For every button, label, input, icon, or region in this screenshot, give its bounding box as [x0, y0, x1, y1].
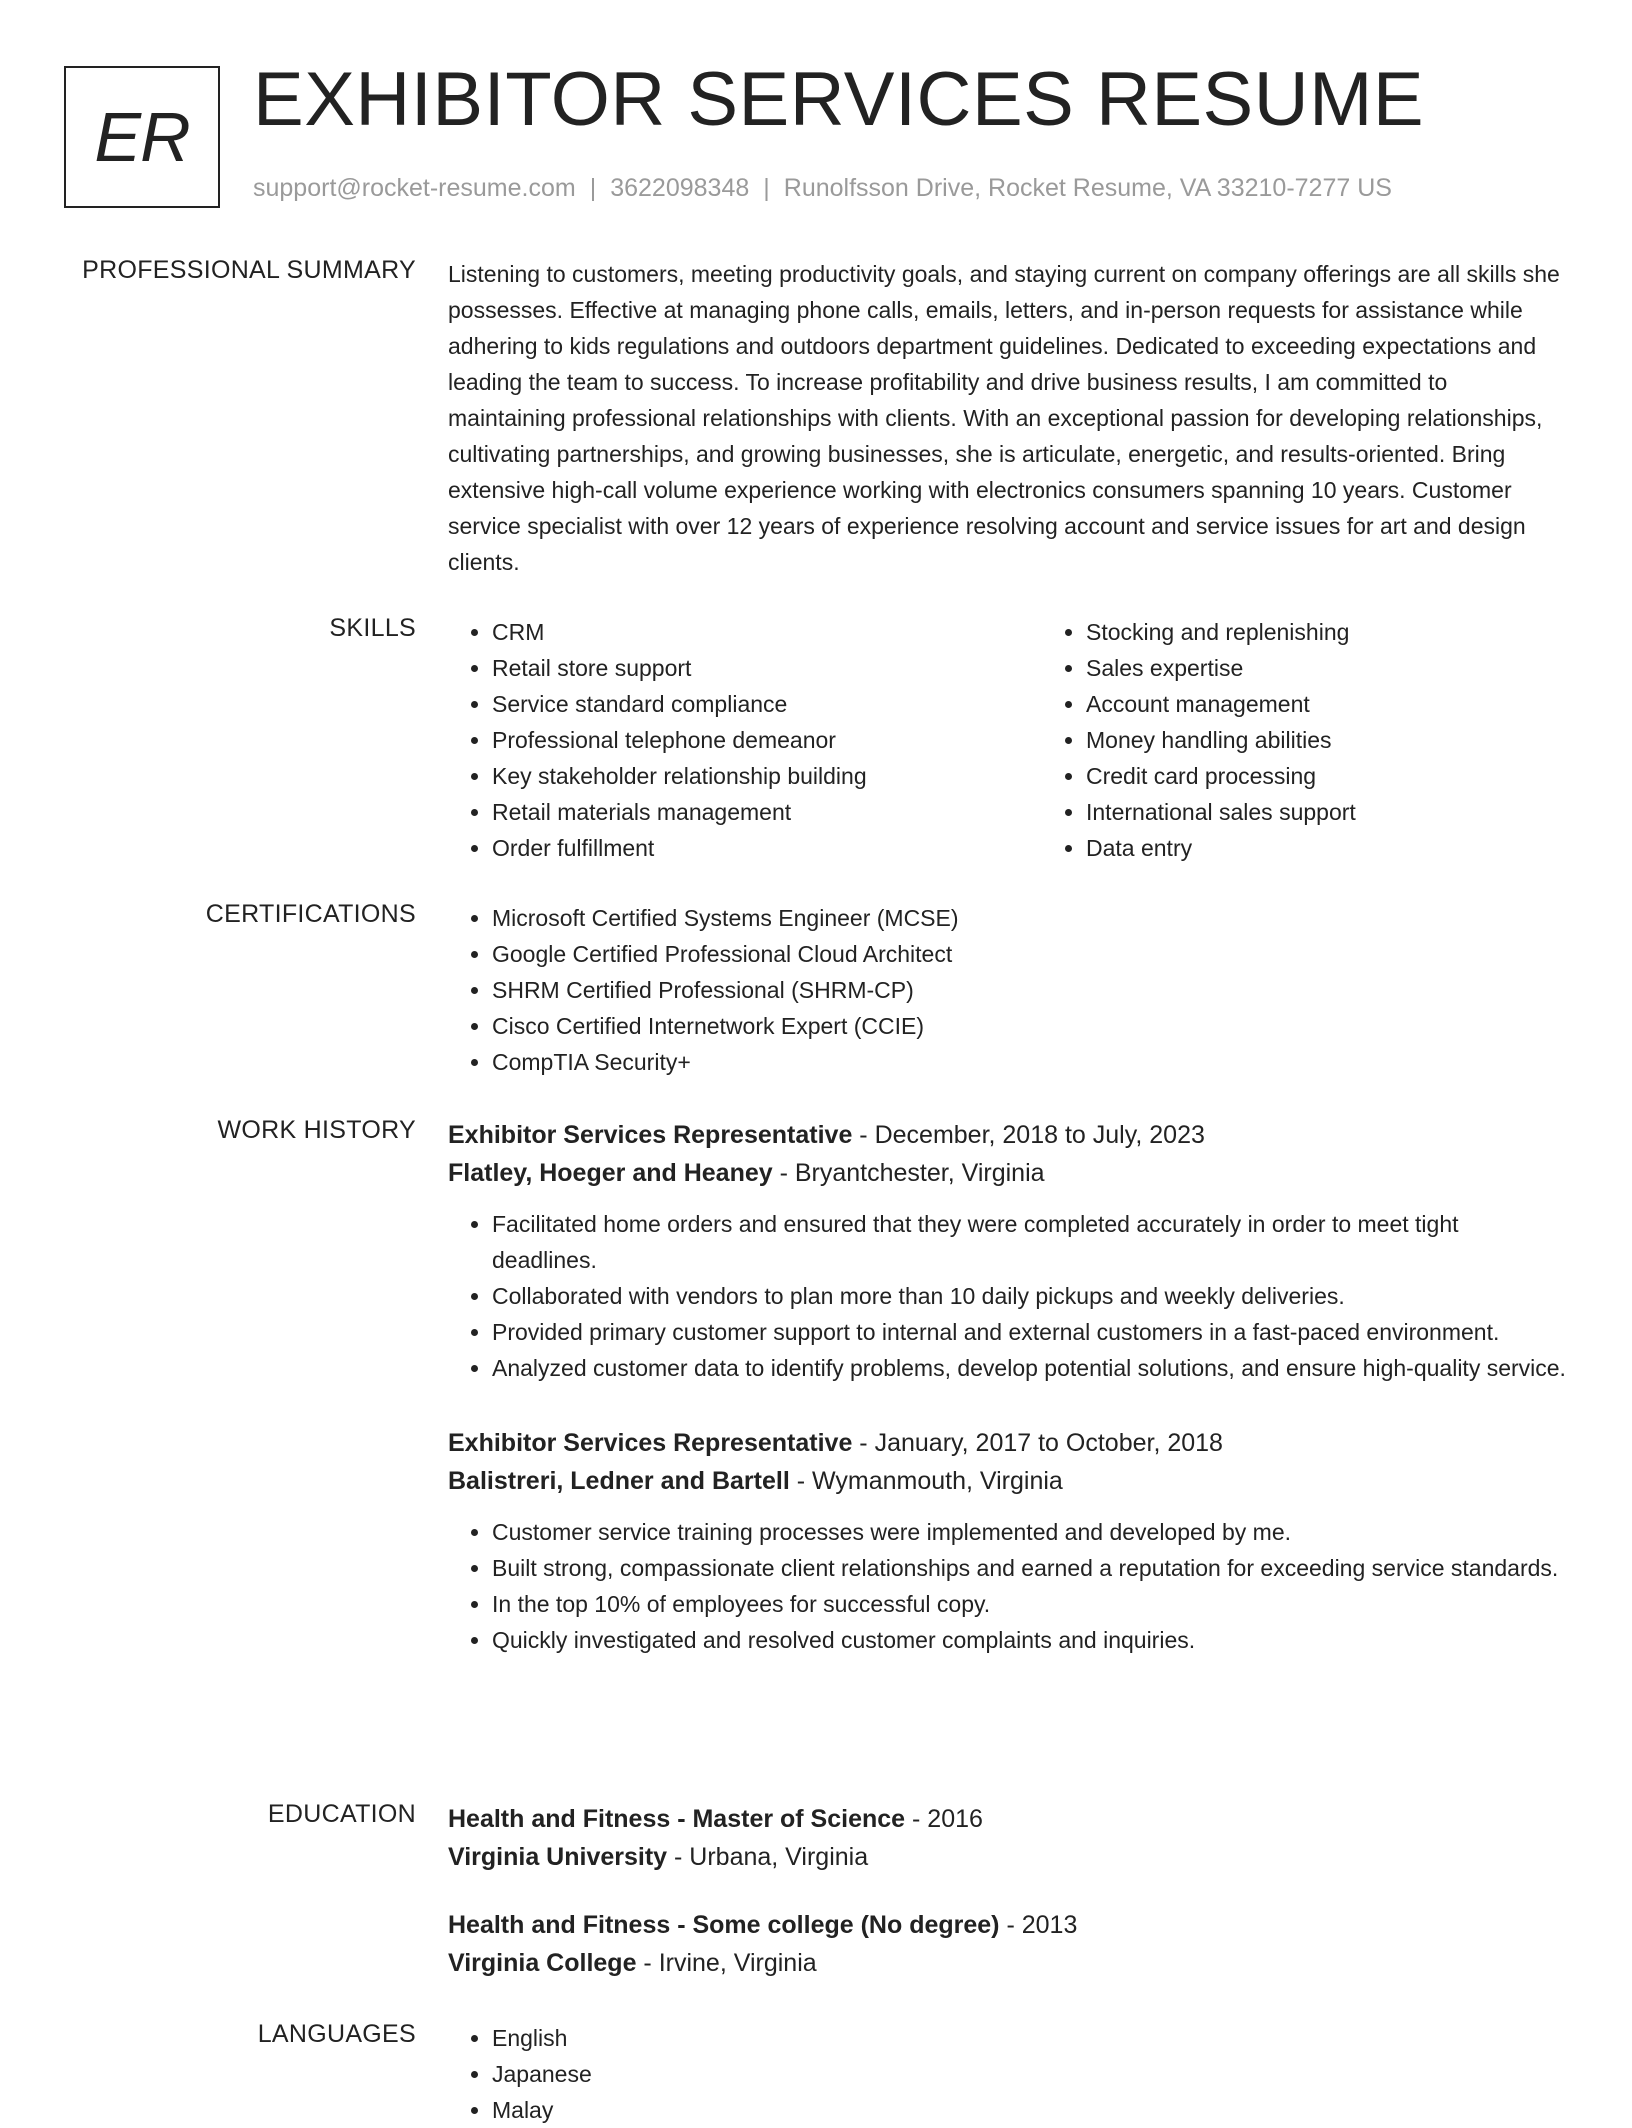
job-bullets	[448, 1514, 1568, 1658]
job-company-line	[448, 1154, 1568, 1192]
job-entry	[448, 1424, 1568, 1658]
education-school: Virginia University	[448, 1843, 668, 1871]
language-item: • English	[492, 2020, 1568, 2056]
certifications-list	[448, 900, 1568, 1080]
section-label-certifications: CERTIFICATIONS	[205, 900, 416, 928]
skill-item: • Credit card processing	[1086, 758, 1632, 794]
skill-item: • Sales expertise	[1086, 650, 1632, 686]
skill-item: • Service standard compliance	[492, 686, 1042, 722]
skill-item: • Money handling abilities	[1086, 722, 1632, 758]
job-bullet: • In the top 10% of employees for successful copy.	[492, 1586, 1568, 1622]
education-school-line	[448, 1838, 1568, 1876]
skills-list-right	[1042, 614, 1632, 866]
job-title-line	[448, 1424, 1568, 1462]
education-degree: Health and Fitness - Master of Science	[448, 1805, 906, 1833]
education-year: - 2016	[905, 1805, 983, 1833]
monogram-logo	[64, 66, 220, 208]
contact-email[interactable]: support@rocket-resume.com	[253, 174, 576, 202]
education-location: - Irvine, Virginia	[636, 1949, 817, 1977]
certifications-body	[448, 900, 1568, 1080]
skill-item: • Key stakeholder relationship building	[492, 758, 1042, 794]
language-item: • Malay	[492, 2092, 1568, 2128]
contact-phone[interactable]: 3622098348	[610, 174, 750, 202]
resume-title: EXHIBITOR SERVICES RESUME	[253, 57, 1425, 142]
spacer	[448, 1876, 1568, 1906]
job-location: - Bryantchester, Virginia	[772, 1159, 1045, 1187]
skill-item: • International sales support	[1086, 794, 1632, 830]
skills-list-left	[448, 614, 1042, 866]
job-bullet: • Customer service training processes were implemented and developed by me.	[492, 1514, 1568, 1550]
job-bullet: • Provided primary customer support to internal and external customers in a fast-paced environment.	[492, 1314, 1568, 1350]
job-bullet: • Collaborated with vendors to plan more than 10 daily pickups and weekly deliveries.	[492, 1278, 1568, 1314]
skill-item: • Retail materials management	[492, 794, 1042, 830]
certification-item: • CompTIA Security+	[492, 1044, 1568, 1080]
education-degree-line	[448, 1906, 1568, 1944]
certification-item: • Microsoft Certified Systems Engineer (MCSE)	[492, 900, 1568, 936]
job-bullet: • Facilitated home orders and ensured that they were completed accurately in order to meet tight deadlines.	[492, 1206, 1568, 1278]
section-label-work: WORK HISTORY	[217, 1116, 416, 1144]
skill-item: • Stocking and replenishing	[1086, 614, 1632, 650]
education-school: Virginia College	[448, 1949, 637, 1977]
skill-item: • Professional telephone demeanor	[492, 722, 1042, 758]
skill-item: • CRM	[492, 614, 1042, 650]
work-history-body	[448, 1116, 1568, 1658]
job-title: Exhibitor Services Representative	[448, 1429, 853, 1457]
job-bullet: • Quickly investigated and resolved customer complaints and inquiries.	[492, 1622, 1568, 1658]
education-degree-line	[448, 1800, 1568, 1838]
education-location: - Urbana, Virginia	[667, 1843, 869, 1871]
contact-separator: |	[763, 174, 770, 202]
job-bullet: • Analyzed customer data to identify problems, develop potential solutions, and ensure high-quality service.	[492, 1350, 1568, 1386]
skills-body	[448, 614, 1568, 866]
job-company: Flatley, Hoeger and Heaney	[448, 1159, 773, 1187]
skill-item: • Retail store support	[492, 650, 1042, 686]
contact-line	[253, 174, 1392, 203]
certification-item: • Google Certified Professional Cloud Architect	[492, 936, 1568, 972]
summary-text: Listening to customers, meeting productivity goals, and staying current on company offerings are all skills she possesses. Effective at managing phone calls, emails, letters, and in-person requests for assistance while adhering to kids regulations and outdoors department guidelines. Dedicated to exceeding expectations and leading the team to success. To increase profitability and drive business results, I am committed to maintaining professional relationships with clients. With an exceptional passion for developing relationships, cultivating partnerships, and growing businesses, she is articulate, energetic, and results-oriented. Bring extensive high-call volume experience working with electronics consumers spanning 10 years. Customer service specialist with over 12 years of experience resolving account and service issues for art and design clients.	[448, 261, 1560, 575]
job-location: - Wymanmouth, Virginia	[789, 1467, 1063, 1495]
language-item: • Japanese	[492, 2056, 1568, 2092]
certification-item: • SHRM Certified Professional (SHRM-CP)	[492, 972, 1568, 1008]
job-bullet: • Built strong, compassionate client relationships and earned a reputation for exceeding service standards.	[492, 1550, 1568, 1586]
skill-item: • Account management	[1086, 686, 1632, 722]
education-entry	[448, 1906, 1568, 1982]
education-year: - 2013	[999, 1911, 1078, 1939]
education-school-line	[448, 1944, 1568, 1982]
certification-item: • Cisco Certified Internetwork Expert (CCIE)	[492, 1008, 1568, 1044]
education-entry	[448, 1800, 1568, 1876]
education-degree: Health and Fitness - Some college (No degree)	[448, 1911, 1000, 1939]
contact-address: Runolfsson Drive, Rocket Resume, VA 33210-7277 US	[783, 174, 1392, 202]
job-company: Balistreri, Ledner and Bartell	[448, 1467, 790, 1495]
job-bullets	[448, 1206, 1568, 1386]
section-label-skills: SKILLS	[329, 614, 416, 642]
job-dates: - December, 2018 to July, 2023	[852, 1121, 1205, 1149]
job-entry	[448, 1116, 1568, 1386]
skill-item: • Order fulfillment	[492, 830, 1042, 866]
skill-item: • Data entry	[1086, 830, 1632, 866]
summary-body	[448, 256, 1568, 580]
job-company-line	[448, 1462, 1568, 1500]
monogram-initials: ER	[94, 98, 190, 176]
section-label-summary: PROFESSIONAL SUMMARY	[82, 256, 416, 284]
job-title: Exhibitor Services Representative	[448, 1121, 853, 1149]
education-body	[448, 1800, 1568, 1982]
job-title-line	[448, 1116, 1568, 1154]
section-label-languages: LANGUAGES	[257, 2020, 416, 2048]
section-label-education: EDUCATION	[267, 1800, 416, 1828]
spacer	[448, 1386, 1568, 1424]
contact-separator: |	[589, 174, 597, 202]
job-dates: - January, 2017 to October, 2018	[852, 1429, 1223, 1457]
